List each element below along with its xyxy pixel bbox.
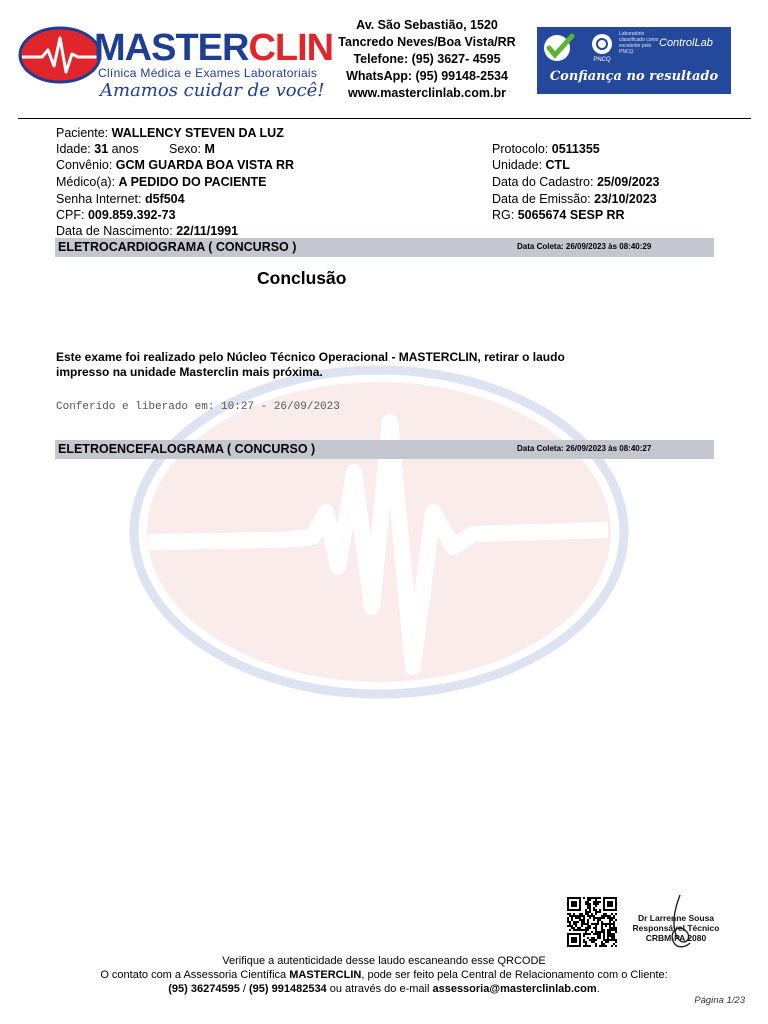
patient-name-field: Paciente: WALLENCY STEVEN DA LUZ: [56, 126, 284, 140]
footer-phones-text: (95) 36274595 / (95) 991482534 ou através do e-mail assessoria@masterclinlab.com.: [168, 983, 600, 995]
footer-contact-text: O contato com a Assessoria Científica MASTERCLIN, pode ser feito pela Central de Relacionamento com o Cliente:: [100, 969, 668, 981]
brand-name: MASTERCLIN: [94, 27, 334, 69]
contact-block: [322, 17, 532, 102]
whatsapp: WhatsApp: (95) 99148-2534: [346, 69, 508, 83]
heartbeat-logo-icon: [18, 26, 102, 84]
quality-slogan: Confiança no resultado: [549, 69, 719, 84]
rg-field: RG: 5065674 SESP RR: [492, 208, 625, 222]
footer-email-link[interactable]: assessoria@masterclinlab.com: [432, 983, 597, 995]
signature-role: Responsável Técnico: [632, 923, 720, 933]
checkmark-icon: [542, 33, 576, 63]
birth-date-field: Data de Nascimento: 22/11/1991: [56, 224, 239, 238]
patient-age-field: Idade: 31 anos: [56, 142, 139, 156]
quality-banner: [537, 27, 731, 94]
registration-date-field: Data do Cadastro: 25/09/2023: [492, 175, 660, 189]
qr-code[interactable]: [564, 895, 620, 949]
phone: Telefone: (95) 3627- 4595: [353, 52, 501, 66]
exam-collection-date: Data Coleta: 26/09/2023 às 08:40:27: [517, 444, 652, 453]
footer-verify-text: Verifique a autenticidade desse laudo escaneando esse QRCODE: [222, 955, 546, 967]
technical-signature: [622, 893, 730, 953]
signature-registration: CRBM-PA 2080: [645, 933, 707, 943]
cpf-field: CPF: 009.859.392-73: [56, 208, 176, 222]
website-link[interactable]: www.masterclinlab.com.br: [348, 86, 506, 100]
doctor-field: Médico(a): A PEDIDO DO PACIENTE: [56, 175, 267, 189]
address: Av. São Sebastião, 1520: [356, 18, 498, 32]
release-note: Conferido e liberado em: 10:27 - 26/09/2023: [56, 401, 340, 413]
pncq-seal-icon: [590, 33, 614, 63]
issue-date-field: Data de Emissão: 23/10/2023: [492, 192, 657, 206]
exam-header-bar: [55, 238, 714, 257]
unit-field: Unidade: CTL: [492, 158, 570, 172]
exam-name: ELETROENCEFALOGRAMA ( CONCURSO ): [58, 442, 316, 456]
protocol-field: Protocolo: 0511355: [492, 142, 600, 156]
brand-subtitle: Clínica Médica e Exames Laboratoriais: [98, 66, 318, 80]
patient-sex-field: Sexo: M: [169, 142, 215, 156]
section-title: Conclusão: [257, 268, 347, 288]
masterclin-watermark-logo: [128, 362, 630, 702]
header-divider: [18, 118, 751, 119]
exam-name: ELETROCARDIOGRAMA ( CONCURSO ): [58, 240, 297, 254]
internet-password-field: Senha Internet: d5f504: [56, 192, 185, 206]
pncq-text: Laboratório classificado como excelente pelo PNCQ: [619, 31, 659, 55]
conclusion-text: Este exame foi realizado pelo Núcleo Técnico Operacional - MASTERCLIN, retirar o laudo impresso na unidade Masterclin mais próxima.: [56, 350, 565, 379]
district: Tancredo Neves/Boa Vista/RR: [338, 35, 516, 49]
page-number: Página 1/23: [694, 995, 745, 1006]
signature-name: Dr Larrenne Sousa: [637, 913, 715, 923]
masterclin-logo: [18, 22, 334, 106]
exam-header-bar: [55, 440, 714, 459]
insurance-field: Convênio: GCM GUARDA BOA VISTA RR: [56, 158, 295, 172]
brand-slogan: Amamos cuidar de você!: [100, 80, 325, 101]
svg-text:PNCQ: PNCQ: [593, 57, 611, 63]
exam-collection-date: Data Coleta: 26/09/2023 às 08:40:29: [517, 242, 652, 251]
controllab-logo: ControlLab: [659, 37, 713, 49]
